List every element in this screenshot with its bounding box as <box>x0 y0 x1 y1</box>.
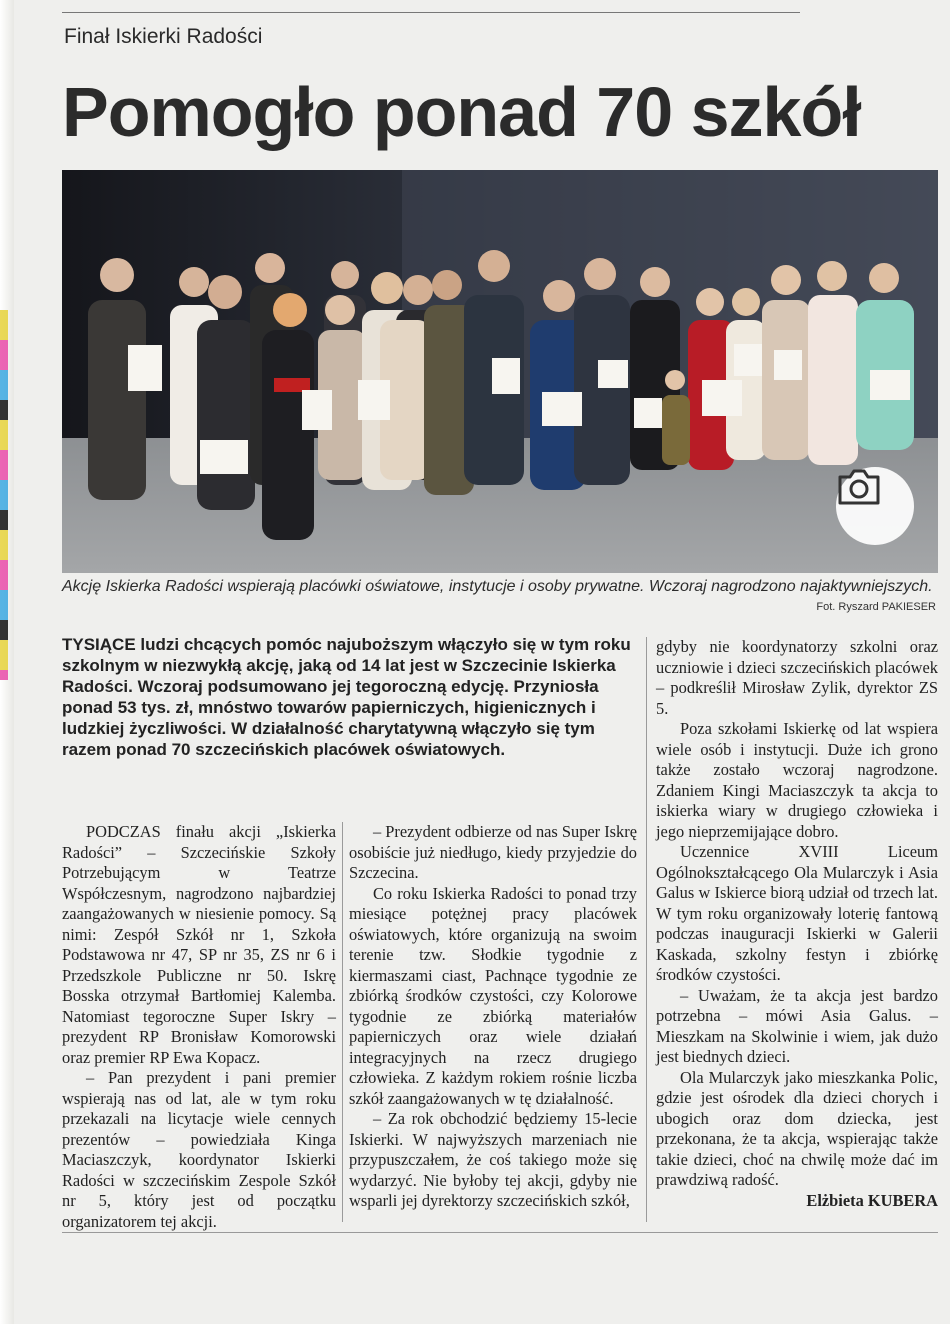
paragraph: – Za rok obchodzić będziemy 15-lecie Iskierki. W najwyższych marzeniach nie przypuszczałem, że coś takiego może się wydarzyć. Nie byłoby tej akcji, gdyby nie wsparli jej dyrektorzy szczecińskich szkół, <box>349 1109 637 1210</box>
paragraph: gdyby nie koordynatorzy szkolni oraz uczniowie i dzieci szczecińskich placówek – podkreślił Mirosław Zylik, dyrektor ZS 5. <box>656 637 938 718</box>
headline: Pomogło ponad 70 szkół <box>62 73 861 151</box>
camera-icon <box>836 467 882 507</box>
byline: Elżbieta KUBERA <box>806 1190 938 1210</box>
photo-credit: Fot. Ryszard PAKIESER <box>816 601 936 613</box>
paragraph: Uczennice XVIII Liceum Ogólnokształcącego Ola Mularczyk i Asia Galus w Iskierce biorą udział od trzech lat. W tym roku organizowały loterię fantową podczas inauguracji Iskierki w Galerii Kaskada, szkolny festyn i zbiórkę środków czystości. <box>656 842 938 984</box>
paragraph: PODCZAS finału akcji „Iskierka Radości” – Szczecińskie Szkoły Potrzebującym w Teatrze Współczesnym, nagrodzono najbardziej zaangażowanych w niesienie pomocy. Są nimi: Zespół Szkół nr 1, Szkoła Podstawowa nr 47, SP nr 35, ZS nr 6 i Przedszkole Publiczne nr 50. Iskrę Bosska otrzymał Bartłomiej Kalemba. Natomiast tegoroczne Super Iskry – prezydent RP Bronisław Komorowski oraz premier RP Ewa Kopacz. <box>62 822 336 1067</box>
paragraph: Ola Mularczyk jako mieszkanka Polic, gdzie jest ośrodek dla dzieci chorych i ubogich oraz dom dziecka, jest przekonana, że ta akcja, wspierając także takie dzieci, choć na chwilę może dać im prawdziwą radość. <box>656 1067 938 1189</box>
group-photo-illustration <box>62 170 938 573</box>
photo-caption: Akcję Iskierka Radości wspierają placówki oświatowe, instytucje i osoby prywatne. Wczoraj nagrodzono najaktywniejszych. <box>62 578 933 595</box>
paragraph: – Uważam, że ta akcja jest bardzo potrzebna – mówi Asia Galus. – Mieszkam na Skolwinie i wiem, jak dużo jest biednych dzieci. <box>656 985 938 1066</box>
kicker: Finał Iskierki Radości <box>64 25 263 48</box>
article-column-1 <box>62 822 336 1232</box>
column-divider <box>646 637 647 1222</box>
article-column-2 <box>349 822 637 1212</box>
paragraph: Co roku Iskierka Radości to ponad trzy miesiące potężnej pracy placówek oświatowych, które organizują na swoim terenie tzw. Słodkie tygodnie z kiermaszami ciast, Pachnące tygodnie ze zbiórką środków czystości, czy Kolorowe tygodnie ze zbiórką materiałów papierniczych oraz wiele działań integracyjnych na rzecz drugiego człowieka. Z każdym rokiem rośnie liczba szkół zaangażowanych w tę działalność. <box>349 883 637 1108</box>
paragraph: – Prezydent odbierze od nas Super Iskrę osobiście już niedługo, kiedy przyjedzie do Szczecina. <box>349 822 637 882</box>
bottom-rule <box>62 1232 938 1233</box>
column-divider <box>342 822 343 1222</box>
top-rule <box>62 12 800 13</box>
paragraph: – Pan prezydent i pani premier wspierają nas od lat, ale w tym roku przekazali na licytacje wiele cennych prezentów – powiedziała Kinga Maciaszczyk, koordynator Iskierki Radości w szczecińskim Zespole Szkół nr 5, który jest od początku organizatorem tej akcji. <box>62 1068 336 1231</box>
paragraph: Poza szkołami Iskierkę od lat wspiera wiele osób i instytucji. Duże ich grono także zostało wczoraj nagrodzone. Zdaniem Kingi Maciaszczyk ta akcja to iskierka wiary w drugiego człowieka i jego nieprzemijające dobro. <box>656 719 938 841</box>
stage-photo <box>62 170 938 573</box>
camera-badge <box>836 467 914 545</box>
article-column-3 <box>656 637 938 1211</box>
lead-paragraph: TYSIĄCE ludzi chcących pomóc najuboższym włączyło się w tym roku szkolnym w niezwykłą akcję, jaką od 14 lat jest w Szczecinie Iskierka Radości. Wczoraj podsumowano jej tegoroczną edycję. Przyniosła ponad 53 tys. zł, mnóstwo towarów papierniczych, higienicznych i ludzkiej życzliwości. W działalność charytatywną włączyło się tym razem ponad 70 szczecińskich placówek oświatowych. <box>62 635 631 759</box>
print-color-strip <box>0 310 8 680</box>
